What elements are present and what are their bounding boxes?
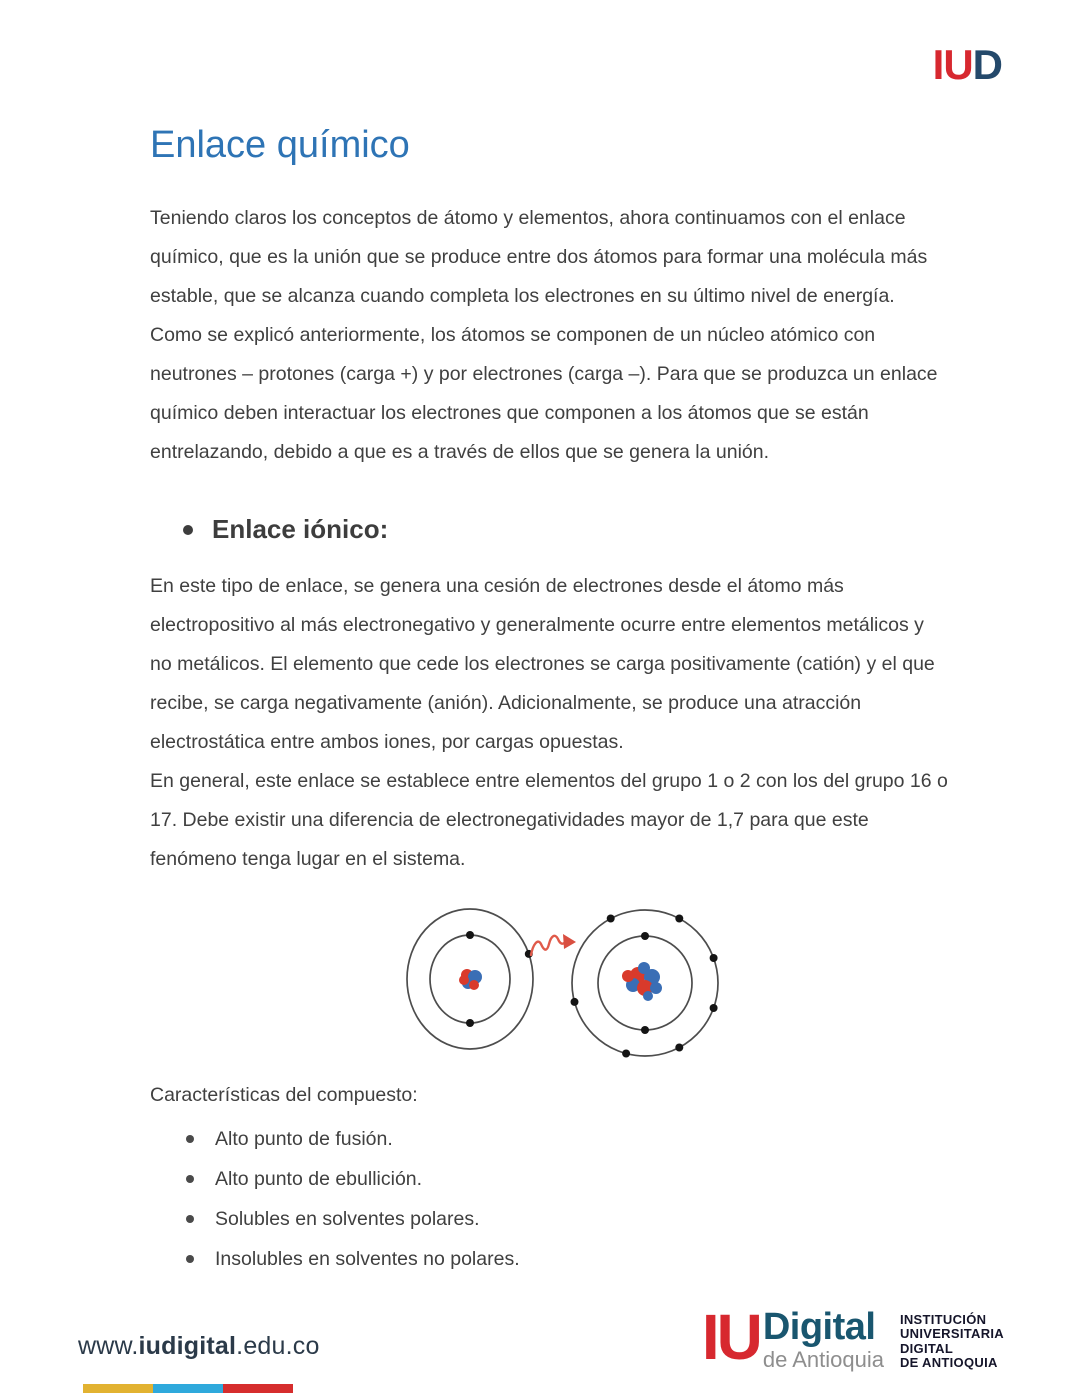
electron — [607, 915, 615, 923]
institution-line: UNIVERSITARIA — [899, 1326, 1004, 1342]
electron — [675, 1044, 683, 1052]
nucleus-particle — [469, 980, 479, 990]
atoms-diagram-svg — [395, 895, 740, 1070]
iud-logo — [932, 41, 1002, 88]
receptor-atom — [571, 910, 719, 1058]
nucleus-particle — [638, 962, 650, 974]
document-content — [150, 124, 948, 1279]
footer-logo-tagline: de Antioquia — [762, 1347, 884, 1372]
bar-segment — [153, 1384, 223, 1393]
iudigital-footer-logo — [701, 1301, 1004, 1373]
url-www: www. — [78, 1332, 139, 1360]
list-item: Alto punto de ebullición. — [150, 1159, 948, 1199]
bullet-icon — [183, 525, 193, 535]
bar-segment — [83, 1384, 153, 1393]
url-rest: .edu.co — [236, 1332, 320, 1360]
characteristics-label: Características del compuesto: — [150, 1084, 418, 1106]
electron — [571, 998, 579, 1006]
list-item: Insolubles en solventes no polares. — [150, 1239, 948, 1279]
institution-line: DIGITAL — [899, 1340, 954, 1356]
electron — [710, 1004, 718, 1012]
institution-line: DE ANTIOQUIA — [899, 1354, 998, 1370]
footer-logo-iu: IU — [701, 1301, 760, 1373]
ionic-bond-heading — [183, 514, 948, 545]
iud-logo-iu: IU — [932, 41, 973, 88]
list-item: Solubles en solventes polares. — [150, 1199, 948, 1239]
intro-paragraph: Teniendo claros los conceptos de átomo y elementos, ahora continuamos con el enlace químico, que es la unión que se produce entre dos átomos para formar una molécula más estable, que se alcanza cuando completa los electrones en su último nivel de energía. Como se explicó anteriormente, los átomos se componen de un núcleo atómico con neutrones – protones (carga +) y por electrones (carga –). Para que se produzca un enlace químico deben interactuar los electrones que componen a los átomos que se están entrelazando, debido a que es a través de ellos que se genera la unión. — [150, 207, 938, 463]
list-item: Alto punto de fusión. — [150, 1119, 948, 1159]
donor-atom — [407, 909, 533, 1049]
ionic-paragraph-2: En general, este enlace se establece entre elementos del grupo 1 o 2 con los del grupo 16 o 17. Debe existir una diferencia de electronegatividades mayor de 1,7 para que este fenómeno tenga lugar en el sistema. — [150, 770, 948, 870]
electron — [466, 1019, 474, 1027]
institution-line: INSTITUCIÓN — [899, 1312, 987, 1327]
institution-name-block — [900, 1313, 1004, 1370]
page-title: Enlace químico — [150, 124, 410, 166]
electron — [675, 915, 683, 923]
electron — [622, 1050, 630, 1058]
nucleus-particle — [650, 982, 662, 994]
iud-logo-d: D — [972, 41, 1002, 88]
ionic-bond-heading-label: Enlace iónico: — [212, 514, 389, 544]
nucleus-particle — [643, 991, 653, 1001]
footer-logo-digital: Digital — [762, 1306, 876, 1348]
ionic-bond-diagram — [395, 895, 740, 1070]
footer-logo-wordmark — [763, 1308, 884, 1371]
electron — [710, 954, 718, 962]
electron-transfer-arrow — [531, 934, 576, 955]
footer-color-bar — [83, 1384, 293, 1393]
ionic-paragraph-1: En este tipo de enlace, se genera una cesión de electrones desde el átomo más electropositivo al más electronegativo y generalmente ocurre entre elementos metálicos y no metálicos. El elemento que cede los electrones se carga positivamente (catión) y el que recibe, se carga negativamente (anión). Adicionalmente, se produce una atracción electrostática entre ambos iones, por cargas opuestas. — [150, 575, 935, 753]
bar-segment — [223, 1384, 293, 1393]
footer-website-url — [78, 1332, 320, 1361]
nucleus-particle — [459, 975, 469, 985]
electron — [466, 931, 474, 939]
url-iudigital: iudigital — [138, 1332, 237, 1360]
characteristics-list — [150, 1119, 948, 1279]
nucleus-particle — [622, 970, 634, 982]
electron — [641, 1026, 649, 1034]
electron — [641, 932, 649, 940]
